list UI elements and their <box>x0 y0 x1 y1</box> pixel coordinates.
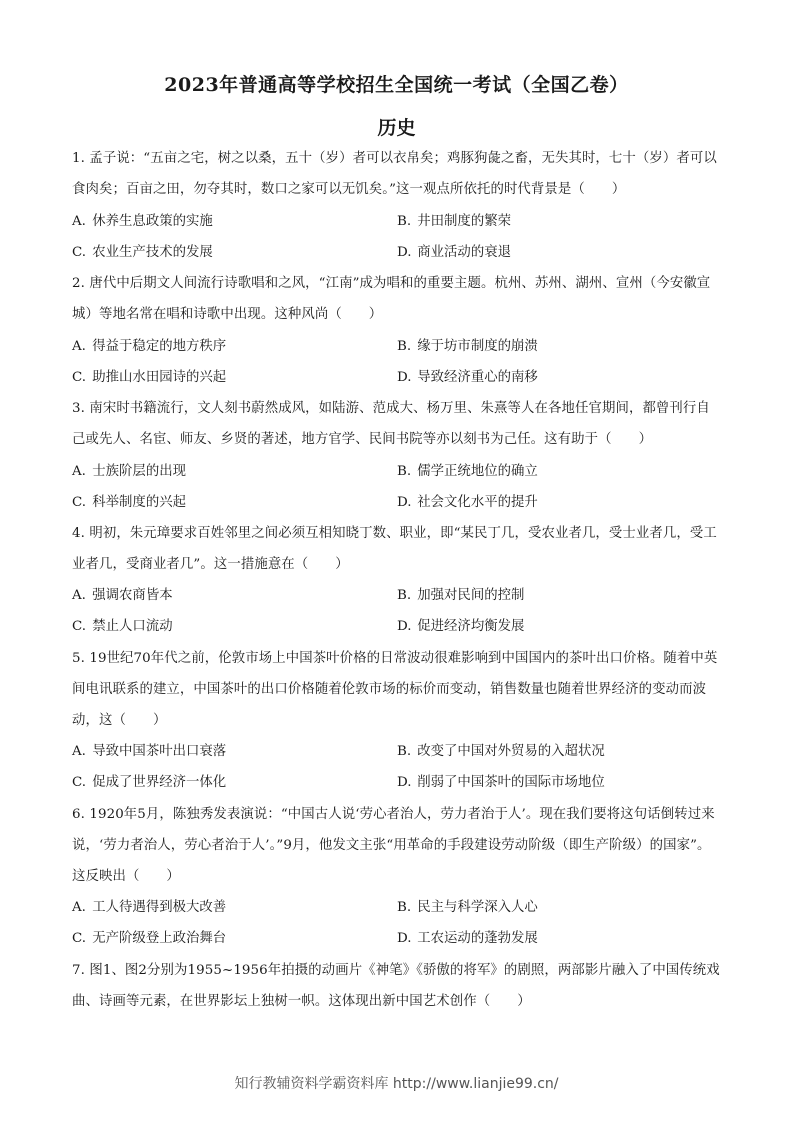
option-label: C. <box>72 245 87 260</box>
option-text: 导致中国茶叶出口衰落 <box>92 744 227 759</box>
question-3-option-d[interactable] <box>397 493 538 513</box>
option-text: 井田制度的繁荣 <box>417 214 511 229</box>
question-5-option-d[interactable] <box>397 773 605 793</box>
question-3-option-a[interactable] <box>72 462 186 482</box>
option-label: D. <box>397 931 412 946</box>
option-text: 禁止人口流动 <box>92 619 173 634</box>
question-5-stem: 5. 19世纪70年代之前，伦敦市场上中国茶叶价格的日常波动很难影响到中国国内的茶叶出口价格。随着中英间电讯联系的建立，中国茶叶的出口价格随着伦敦市场的标价而变动，销售数量也随着世界经济的变动而波动，这（ ） <box>72 651 718 729</box>
option-label: D. <box>397 775 412 790</box>
option-label: B. <box>397 464 412 479</box>
question-5-option-a[interactable] <box>72 742 226 762</box>
option-label: A. <box>72 464 86 479</box>
question-4-option-b[interactable] <box>397 586 524 606</box>
question-6-option-b[interactable] <box>397 898 538 918</box>
question-4-stem: 4. 明初，朱元璋要求百姓邻里之间必须互相知晓丁数、职业，即“某民丁几，受农业者几，受士业者几，受工业者几，受商业者几”。这一措施意在（ ） <box>72 526 717 573</box>
question-6-option-c[interactable] <box>72 929 226 949</box>
question-6-stem: 6. 1920年5月，陈独秀发表演说：“中国古人说‘劳心者治人，劳力者治于人’。现在我们要将这句话倒转过来说，‘劳力者治人，劳心者治于人’。”9月，他发文主张“用革命的手段建设劳动阶级（即生产阶级）的国家”。这反映出（ ） <box>72 807 715 885</box>
option-label: A. <box>72 214 86 229</box>
question-6-option-a[interactable] <box>72 898 226 918</box>
question-1-option-b[interactable] <box>397 212 511 232</box>
option-text: 工农运动的蓬勃发展 <box>417 931 538 946</box>
option-text: 缘于坊市制度的崩溃 <box>417 339 538 354</box>
option-label: B. <box>397 214 412 229</box>
option-label: B. <box>397 900 412 915</box>
option-label: A. <box>72 588 86 603</box>
option-text: 士族阶层的出现 <box>92 464 186 479</box>
exam-title: 2023年普通高等学校招生全国统一考试（全国乙卷） <box>164 74 629 96</box>
question-2-option-d[interactable] <box>397 368 538 388</box>
question-4-option-a[interactable] <box>72 586 173 606</box>
option-label: D. <box>397 370 412 385</box>
question-5-option-c[interactable] <box>72 773 226 793</box>
option-text: 促进经济均衡发展 <box>417 619 525 634</box>
option-label: C. <box>72 370 87 385</box>
question-1-option-d[interactable] <box>397 243 511 263</box>
option-text: 助推山水田园诗的兴起 <box>92 370 227 385</box>
option-text: 儒学正统地位的确立 <box>417 464 538 479</box>
option-label: A. <box>72 900 86 915</box>
option-text: 科举制度的兴起 <box>92 495 186 510</box>
option-text: 工人待遇得到极大改善 <box>92 900 227 915</box>
option-text: 商业活动的衰退 <box>417 245 511 260</box>
option-label: C. <box>72 775 87 790</box>
option-text: 导致经济重心的南移 <box>417 370 538 385</box>
question-1-stem: 1. 孟子说：“五亩之宅，树之以桑，五十（岁）者可以衣帛矣；鸡豚狗彘之畜，无失其时，七十（岁）者可以食肉矣；百亩之田，勿夺其时，数口之家可以无饥矣。”这一观点所依托的时代背景是（ ） <box>72 151 717 198</box>
option-label: C. <box>72 495 87 510</box>
option-text: 农业生产技术的发展 <box>92 245 213 260</box>
question-3-option-c[interactable] <box>72 493 186 513</box>
question-5-option-b[interactable] <box>397 742 605 762</box>
question-2-option-a[interactable] <box>72 337 226 357</box>
option-label: B. <box>397 744 412 759</box>
subject-title: 历史 <box>377 117 416 139</box>
option-text: 得益于稳定的地方秩序 <box>92 339 227 354</box>
option-text: 强调农商皆本 <box>92 588 173 603</box>
option-label: D. <box>397 245 412 260</box>
option-text: 改变了中国对外贸易的入超状况 <box>417 744 605 759</box>
option-label: B. <box>397 588 412 603</box>
option-text: 无产阶级登上政治舞台 <box>92 931 227 946</box>
option-text: 休养生息政策的实施 <box>92 214 213 229</box>
question-4-option-d[interactable] <box>397 617 524 637</box>
question-2-stem: 2. 唐代中后期文人间流行诗歌唱和之风，“江南”成为唱和的重要主题。杭州、苏州、湖州、宣州（今安徽宣城）等地名常在唱和诗歌中出现。这种风尚（ ） <box>72 276 711 323</box>
option-text: 民主与科学深入人心 <box>417 900 538 915</box>
option-text: 加强对民间的控制 <box>417 588 525 603</box>
option-label: D. <box>397 619 412 634</box>
question-1-option-a[interactable] <box>72 212 213 232</box>
question-2-option-c[interactable] <box>72 368 226 388</box>
option-text: 社会文化水平的提升 <box>417 495 538 510</box>
option-label: B. <box>397 339 412 354</box>
option-label: A. <box>72 744 86 759</box>
option-label: A. <box>72 339 86 354</box>
question-4-option-c[interactable] <box>72 617 173 637</box>
question-2-option-b[interactable] <box>397 337 538 357</box>
question-6-option-d[interactable] <box>397 929 538 949</box>
question-3-option-b[interactable] <box>397 462 538 482</box>
option-label: C. <box>72 619 87 634</box>
footer-watermark: 知行教辅资料学霸资料库 http://www.lianjie99.cn/ <box>234 1076 559 1092</box>
question-1-option-c[interactable] <box>72 243 213 263</box>
option-text: 促成了世界经济一体化 <box>92 775 227 790</box>
option-text: 削弱了中国茶叶的国际市场地位 <box>417 775 605 790</box>
question-3-stem: 3. 南宋时书籍流行，文人刻书蔚然成风，如陆游、范成大、杨万里、朱熹等人在各地任官期间，都曾刊行自己或先人、名宦、师友、乡贤的著述，地方官学、民间书院等亦以刻书为己任。这有助于（ ） <box>72 401 710 448</box>
option-label: D. <box>397 495 412 510</box>
option-label: C. <box>72 931 87 946</box>
question-7-stem: 7. 图1、图2分别为1955~1956年拍摄的动画片《神笔》《骄傲的将军》的剧照，两部影片融入了中国传统戏曲、诗画等元素，在世界影坛上独树一帜。这体现出新中国艺术创作（ ） <box>72 963 720 1010</box>
